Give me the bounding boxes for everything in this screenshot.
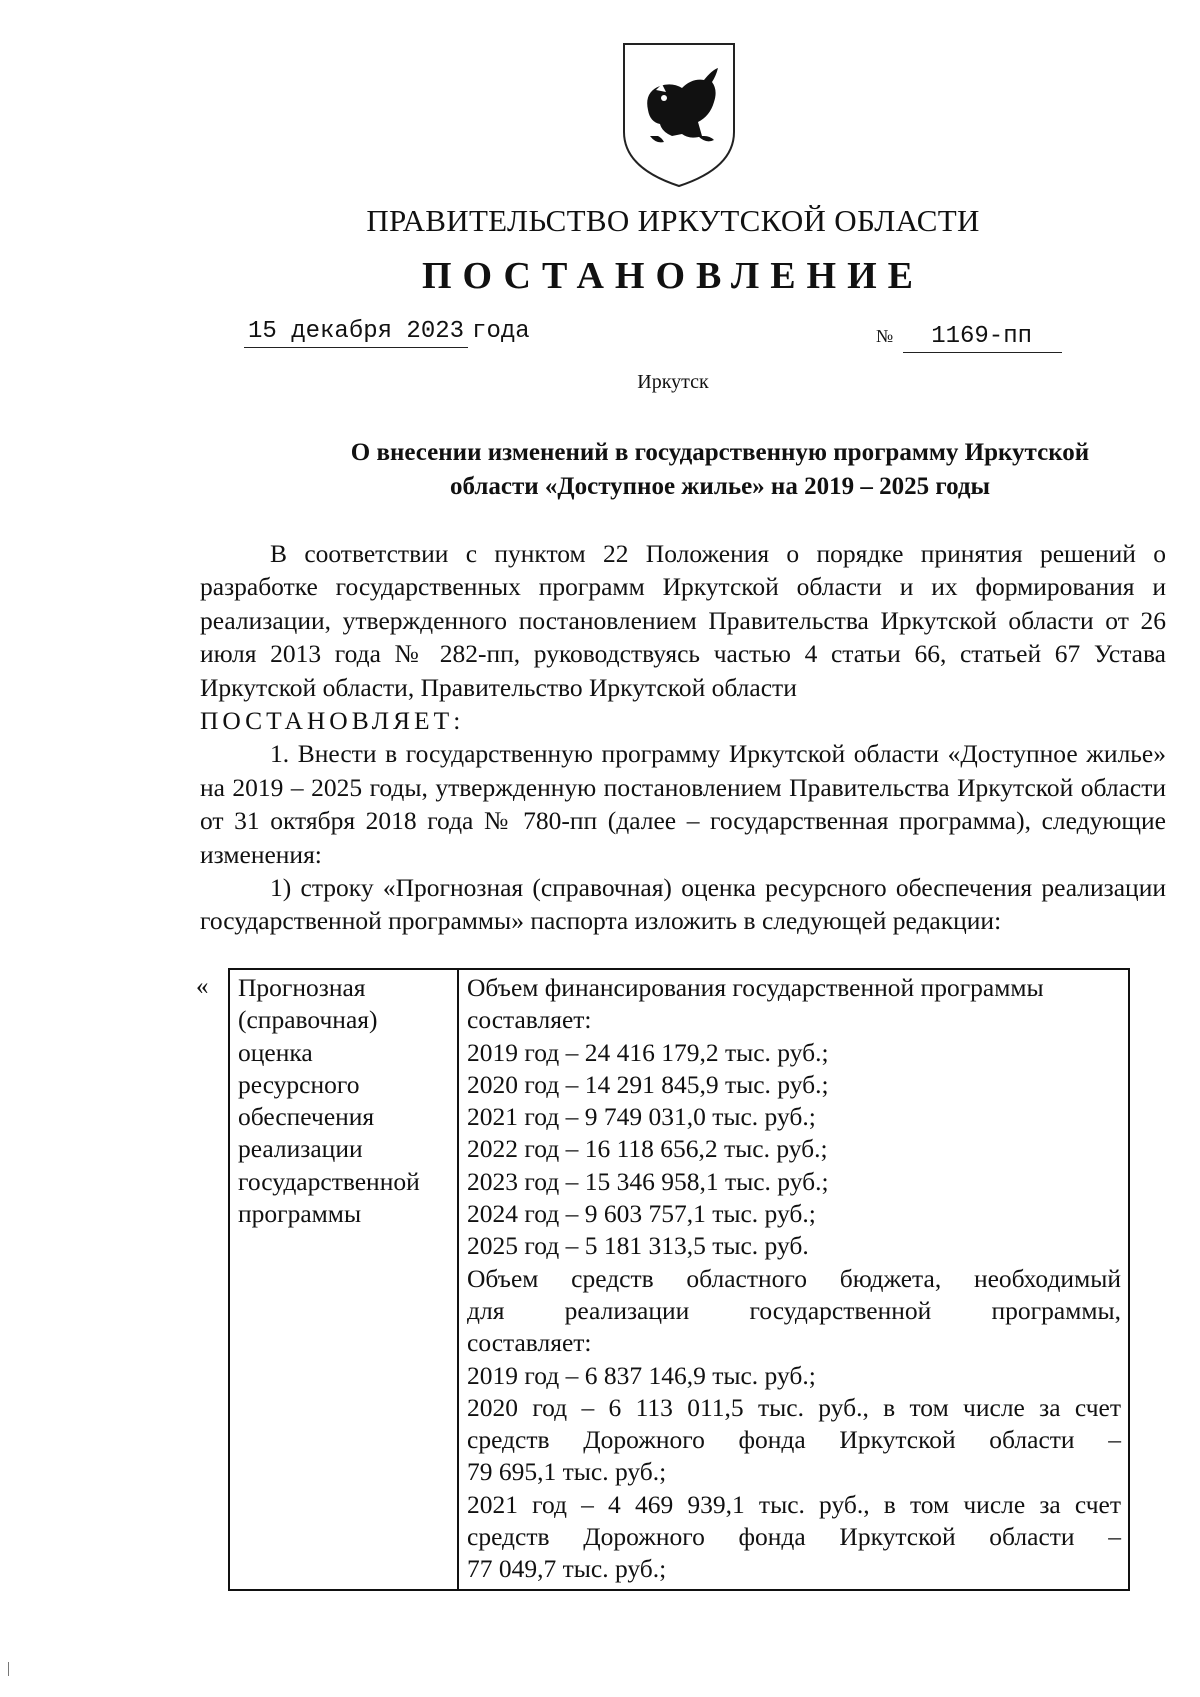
row-value-cell xyxy=(458,969,1129,1590)
number-sign: № xyxy=(876,326,894,346)
document-number: 1169-пп xyxy=(903,323,1062,353)
value-line: 2021 год – 9 749 031,0 тыс. руб.; xyxy=(467,1102,816,1132)
paragraph: 1. Внести в государственную программу Иркутской области «Доступное жилье» на 2019 – 2025 годы, утвержденную постановлением Правительства Иркутской области от 31 октября 2018 года № 780-пп (далее – государственная программа), следующие изменения: xyxy=(200,739,1166,869)
name-line: программы xyxy=(238,1199,362,1229)
value-line: 2019 год – 6 837 146,9 тыс. руб.; xyxy=(467,1360,816,1390)
name-line: обеспечения xyxy=(238,1102,375,1132)
name-line: Прогнозная xyxy=(238,973,366,1002)
name-line: (справочная) xyxy=(238,1005,378,1035)
value-line: Объем средств областного бюджета, необходимый xyxy=(467,1263,1121,1293)
passport-table xyxy=(228,968,1130,1591)
opening-quote: « xyxy=(196,973,209,1000)
document-subject xyxy=(270,436,1170,504)
value-line: 2023 год – 15 346 958,1 тыс. руб.; xyxy=(467,1166,829,1196)
paragraph: 1) строку «Прогнозная (справочная) оценка ресурсного обеспечения реализации государственной программы» паспорта изложить в следующей редакции: xyxy=(200,873,1166,936)
value-line: для реализации государственной программы, xyxy=(467,1295,1121,1325)
row-name-cell xyxy=(229,969,458,1590)
decree-word: ПОСТАНОВЛЯЕТ: xyxy=(200,706,465,736)
document-date: 15 декабря 2023 xyxy=(244,318,468,348)
value-line: 77 049,7 тыс. руб.; xyxy=(467,1554,667,1584)
subject-line: области «Доступное жилье» на 2019 – 2025 годы xyxy=(449,473,991,500)
paragraph: В соответствии с пунктом 22 Положения о порядке принятия решений о разработке государственных программ Иркутской области и их формирования и реализации, утвержденного постановлением Правительства Иркутской области от 26 июля 2013 года № 282-пп, руководствуясь частью 4 статьи 66, статьей 67 Устава Иркутской области, Правительство Иркутской области xyxy=(200,539,1166,702)
value-line: 2025 год – 5 181 313,5 тыс. руб. xyxy=(467,1231,809,1261)
value-line: 2022 год – 16 118 656,2 тыс. руб.; xyxy=(467,1134,828,1164)
name-line: оценка xyxy=(238,1037,313,1067)
scan-margin-mark xyxy=(8,1662,9,1676)
date-suffix: года xyxy=(472,318,530,345)
value-line: составляет: xyxy=(467,1005,592,1035)
document-type: ПОСТАНОВЛЕНИЕ xyxy=(421,255,925,297)
value-line: 2021 год – 4 469 939,1 тыс. руб., в том числе за счет xyxy=(467,1489,1121,1519)
table-row xyxy=(229,969,1129,1590)
value-line: Объем финансирования государственной программы xyxy=(467,973,1044,1002)
value-line: средств Дорожного фонда Иркутской области – xyxy=(467,1522,1121,1552)
number-row xyxy=(876,322,1062,353)
coat-of-arms-icon xyxy=(620,40,738,188)
value-line: составляет: xyxy=(467,1328,592,1358)
value-line: 2019 год – 24 416 179,2 тыс. руб.; xyxy=(467,1037,829,1067)
value-line: 2020 год – 14 291 845,9 тыс. руб.; xyxy=(467,1069,829,1099)
name-line: реализации xyxy=(238,1134,363,1164)
government-name: ПРАВИТЕЛЬСТВО ИРКУТСКОЙ ОБЛАСТИ xyxy=(366,203,980,238)
body-text xyxy=(200,537,1166,938)
city: Иркутск xyxy=(637,371,709,393)
subject-line: О внесении изменений в государственную программу Иркутской xyxy=(350,439,1090,466)
value-line: 2024 год – 9 603 757,1 тыс. руб.; xyxy=(467,1199,816,1229)
value-line: 79 695,1 тыс. руб.; xyxy=(467,1457,667,1487)
value-line: 2020 год – 6 113 011,5 тыс. руб., в том числе за счет xyxy=(467,1392,1121,1422)
name-line: ресурсного xyxy=(238,1069,360,1099)
date-row xyxy=(244,318,530,348)
name-line: государственной xyxy=(238,1166,420,1196)
value-line: средств Дорожного фонда Иркутской области – xyxy=(467,1425,1121,1455)
